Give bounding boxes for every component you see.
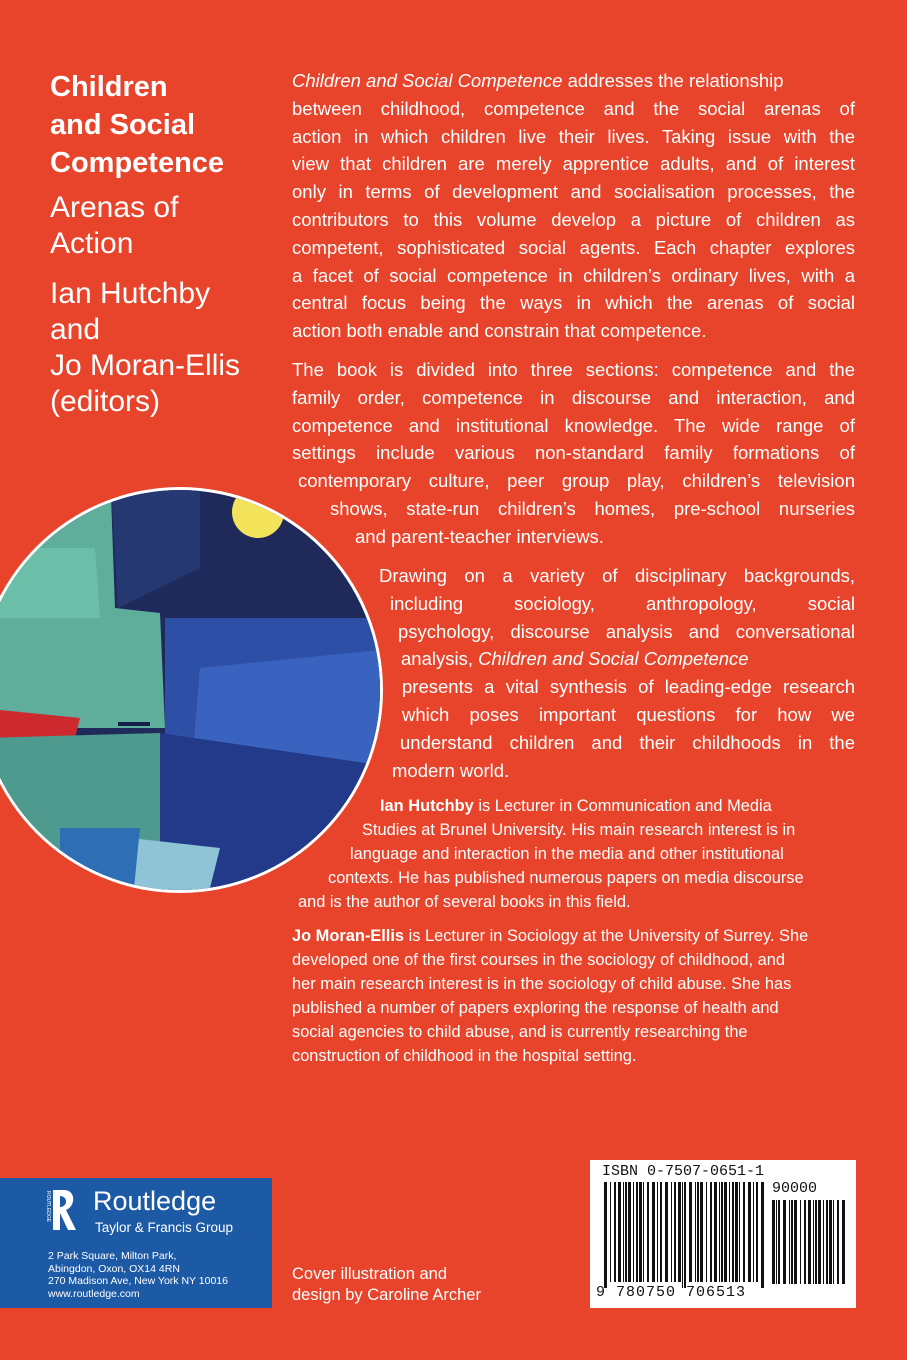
barcode-bar (826, 1200, 828, 1284)
text-line: psychology, discourse analysis and conversational (398, 620, 855, 642)
illustration-blue-block (60, 828, 140, 928)
cover-credit (292, 1264, 481, 1306)
description-paragraph-1 (292, 67, 855, 345)
text-fragment: is Lecturer in Communication and Media (473, 797, 772, 815)
routledge-logo-icon (42, 1186, 86, 1246)
publisher-group: Taylor & Francis Group (95, 1220, 234, 1235)
bio-moran-ellis (292, 924, 855, 1068)
barcode-addon-bars (772, 1200, 848, 1284)
text-line: only in terms of development and socialisation processes, the (292, 181, 855, 203)
barcode-bar (652, 1182, 655, 1282)
barcode-bar (753, 1182, 754, 1282)
text-line: including sociology, anthropology, social (390, 592, 855, 614)
publisher-address (48, 1250, 228, 1300)
barcode-bar (748, 1182, 751, 1282)
text-line: Drawing on a variety of disciplinary backgrounds, (379, 565, 855, 586)
publisher-website[interactable]: www.routledge.com (48, 1287, 140, 1300)
barcode-bar (724, 1182, 727, 1282)
text-line: construction of childhood in the hospital setting. (292, 1047, 637, 1065)
barcode-bar (604, 1182, 607, 1288)
text-line: action both enable and constrain that competence. (292, 320, 707, 342)
text-line: Studies at Brunel University. His main research interest is in (362, 821, 796, 839)
book-title (50, 68, 280, 182)
barcode-bar (643, 1182, 644, 1282)
book-title-italic: Children and Social Competence (292, 70, 563, 91)
text-line: published a number of papers exploring the response of health and (292, 999, 779, 1017)
barcode-bar (829, 1200, 832, 1284)
barcode-bar (842, 1200, 845, 1284)
book-editors (50, 276, 290, 420)
editor-line: (editors) (50, 385, 161, 418)
barcode-bar (735, 1182, 738, 1282)
barcode-bar (818, 1200, 821, 1284)
publisher-name: Routledge (93, 1186, 217, 1216)
barcode-bar (823, 1200, 824, 1284)
barcode-bar (813, 1200, 814, 1284)
barcode-bar (800, 1200, 801, 1284)
credit-line: design by Caroline Archer (292, 1286, 481, 1304)
barcode-bar (778, 1200, 780, 1284)
barcode-bar (732, 1182, 734, 1282)
text-line: action in which children live their lives. Taking issue with the (292, 125, 855, 147)
editor-line: Ian Hutchby (50, 277, 211, 310)
author-name: Ian Hutchby (380, 797, 474, 815)
subtitle-line: Action (50, 227, 134, 260)
barcode-bar (833, 1200, 834, 1284)
text-line: settings include various non-standard family formations of (292, 442, 855, 464)
title-line: Children (50, 71, 168, 103)
barcode-bar (719, 1182, 720, 1282)
address-line: Abingdon, Oxon, OX14 4RN (48, 1262, 180, 1275)
text-line: presents a vital synthesis of leading-edge research (402, 676, 855, 698)
text-line: her main research interest is in the sociology of child abuse. She has (292, 975, 792, 993)
text-line: central focus being the ways in which the arenas of social (292, 292, 855, 314)
author-name: Jo Moran-Ellis (292, 927, 405, 945)
text-line: developed one of the first courses in the sociology of childhood, and (292, 951, 785, 969)
barcode-bar (674, 1182, 676, 1282)
barcode-bar (636, 1182, 638, 1282)
credit-line: Cover illustration and (292, 1265, 447, 1283)
text-line: shows, state-run children’s homes, pre-school nurseries (330, 497, 855, 519)
barcode-bar (772, 1200, 775, 1284)
barcode-bar (804, 1200, 806, 1284)
text-line: contexts. He has published numerous papers on media discourse (328, 869, 804, 887)
barcode-bar (623, 1182, 624, 1282)
barcode-bar (678, 1182, 681, 1282)
barcode-bar (665, 1182, 668, 1282)
ean-number: 9 780750 706513 (596, 1284, 747, 1301)
title-line: Competence (50, 147, 225, 179)
barcode-bar (695, 1182, 696, 1282)
text-line: family order, competence in discourse and interaction, and (292, 386, 855, 408)
text-line: modern world. (392, 759, 510, 781)
barcode-bar (743, 1182, 745, 1282)
barcode-bar (689, 1182, 692, 1282)
text-line: contributors to this volume develop a picture of children as (292, 208, 855, 230)
text-line: language and interaction in the media and other institutional (350, 845, 784, 863)
barcode-bar (791, 1200, 793, 1284)
text-line: competent, sophisticated social agents. Each chapter explores (292, 236, 855, 258)
barcode-bar (628, 1182, 631, 1282)
barcode-bar (706, 1182, 707, 1282)
text-line (401, 645, 855, 673)
barcode-bar (618, 1182, 621, 1282)
book-subtitle (50, 190, 280, 262)
address-line: 270 Madison Ave, New York NY 10016 (48, 1275, 228, 1287)
barcode-bar (739, 1182, 740, 1282)
barcode-bar (783, 1200, 786, 1284)
barcode-bar (808, 1200, 811, 1284)
text-line: competence and institutional knowledge. The wide range of (292, 414, 855, 436)
publisher-block (0, 1178, 272, 1308)
text-line: between childhood, competence and the social arenas of (292, 97, 855, 119)
text-fragment: addresses the relationship (562, 70, 784, 91)
text-line: a facet of social competence in children’s ordinary lives, with a (292, 264, 855, 286)
price-code: 90000 (772, 1180, 818, 1197)
isbn-barcode (590, 1160, 856, 1308)
barcode-bar (756, 1182, 758, 1282)
barcode-bar (697, 1182, 699, 1282)
text-line: and parent-teacher interviews. (355, 525, 604, 547)
barcode-bar (610, 1182, 611, 1282)
logo-vertical-text: ROUTLEDGE (45, 1191, 51, 1223)
book-title-italic: Children and Social Competence (478, 648, 749, 670)
barcode-bar (776, 1200, 777, 1284)
barcode-bar (633, 1182, 634, 1282)
barcode-bar (657, 1182, 658, 1282)
barcode-bar (837, 1200, 839, 1284)
subtitle-line: Arenas of (50, 191, 179, 224)
barcode-bar (729, 1182, 730, 1282)
editor-line: Jo Moran-Ellis (50, 349, 241, 382)
text-line: which poses important questions for how we (402, 703, 855, 725)
barcode-bar (660, 1182, 662, 1282)
isbn-number: ISBN 0-7507-0651-1 (602, 1163, 765, 1180)
barcode-bar (700, 1182, 703, 1282)
barcode-bar (761, 1182, 764, 1288)
barcode-bar (789, 1200, 790, 1284)
text-line (380, 794, 855, 818)
barcode-bar (721, 1182, 723, 1282)
barcode-bar (639, 1182, 642, 1282)
barcode-bar (625, 1182, 627, 1282)
text-line: and is the author of several books in this field. (298, 893, 631, 911)
editor-line: and (50, 313, 101, 346)
text-line: understand children and their childhoods in the (400, 731, 855, 753)
title-line: and Social (50, 109, 196, 141)
text-line: social agencies to child abuse, and is currently researching the (292, 1023, 748, 1041)
barcode-bar (671, 1182, 672, 1282)
text-line: The book is divided into three sections: competence and the (292, 359, 855, 380)
barcode-bar (682, 1182, 683, 1288)
text-fragment: is Lecturer in Sociology at the University of Surrey. She (404, 927, 809, 945)
text-fragment: analysis, (401, 648, 479, 670)
barcode-bar (647, 1182, 649, 1282)
barcode-bar (794, 1200, 797, 1284)
barcode-bar (614, 1182, 616, 1282)
text-line: contemporary culture, peer group play, children’s television (298, 470, 855, 492)
text-line: view that children are merely apprentice adults, and of interest (292, 153, 855, 175)
text-line (292, 67, 855, 95)
illustration-face-highlight (0, 548, 100, 618)
address-line: 2 Park Square, Milton Park, (48, 1250, 177, 1262)
cover-illustration (0, 468, 400, 928)
barcode-bars (604, 1182, 764, 1288)
barcode-bar (710, 1182, 712, 1282)
barcode-bar (684, 1182, 686, 1288)
barcode-bar (815, 1200, 817, 1284)
barcode-bar (714, 1182, 717, 1282)
